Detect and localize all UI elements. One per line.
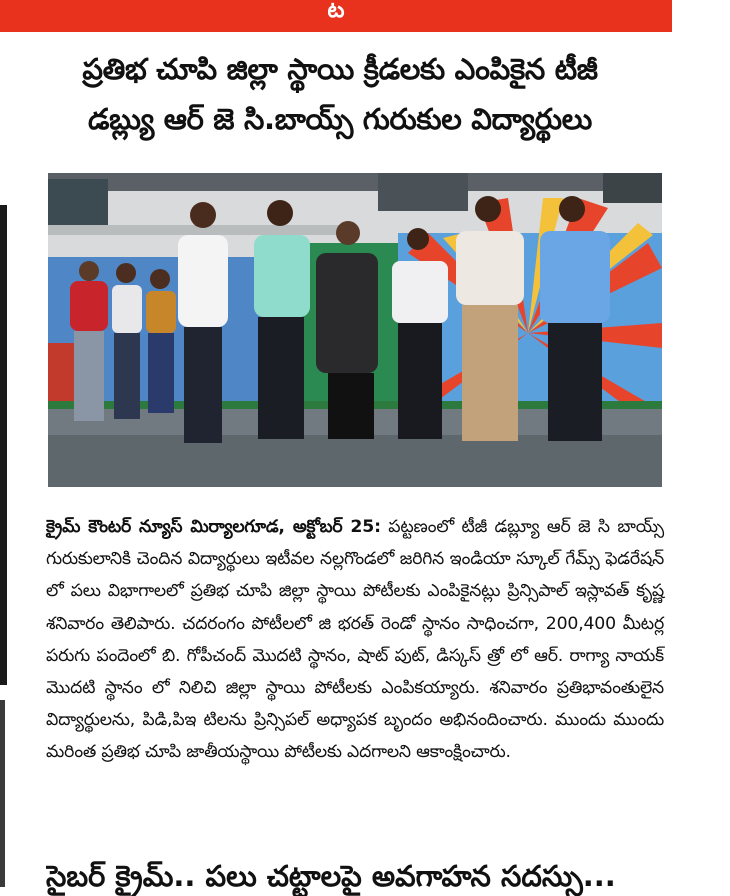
article-body [46,511,664,769]
next-article-headline: సైబర్ క్రైమ్.. పలు చట్టాలపై అవగాహన సదస్సు... [46,859,616,893]
article-dateline: క్రైమ్ కౌంటర్ న్యూస్ మిర్యాలగూడ, అక్టోబర్ 25: [46,517,381,537]
top-banner [0,0,672,32]
group-photo-illustration [48,173,662,487]
banner-glyph: ట [327,0,345,23]
headline-line-1: ప్రతిభ చూపి జిల్లా స్థాయి క్రీడలకు ఎంపికైన టీజీ [82,52,598,86]
left-edge-bar-lower [0,700,5,887]
left-edge-bar [0,205,7,685]
group-photo [48,173,662,487]
article-headline [20,44,660,144]
article-text: పట్టణంలో టీజీ డబ్ల్యూ ఆర్ జె సి బాయ్స్ గురుకులానికి చెందిన విద్యార్థులు ఇటీవల నల్లగొండలో జరిగిన ఇండియా స్కూల్ గేమ్స్ ఫెడరేషన్ లో పలు విభాగాలలో ప్రతిభ చూపి జిల్లా స్థాయి పోటీలకు ఎంపికైనట్లు ప్రిన్సిపాల్ ఇస్లావత్ కృష్ణ శనివారం తెలిపారు. చదరంగం పోటీలలో జి భరత్ రెండో స్థానం సాధించగా, 200,400 మీటర్ల పరుగు పందెంలో బి. గోపీచంద్ మొదటి స్థానం, షాట్ పుట్, డిస్కస్ త్రో లో ఆర్. రాగ్యా నాయక్ మొదటి స్థానం లో నిలిచి జిల్లా స్థాయి పోటీలకు ఎంపికయ్యారు. శనివారం ప్రతిభావంతులైన విద్యార్థులను, పిడి,పిఇ టిలను ప్రిన్సిపల్ అధ్యాపక బృందం అభినందించారు. ముందు ముందు మరింత ప్రతిభ చూపి జాతీయస్థాయి పోటీలకు ఎదగాలని ఆకాంక్షించారు. [46,517,664,763]
headline-line-2: డబ్ల్యు ఆర్ జె సి.బాయ్స్ గురుకుల విద్యార్థులు [88,102,592,136]
